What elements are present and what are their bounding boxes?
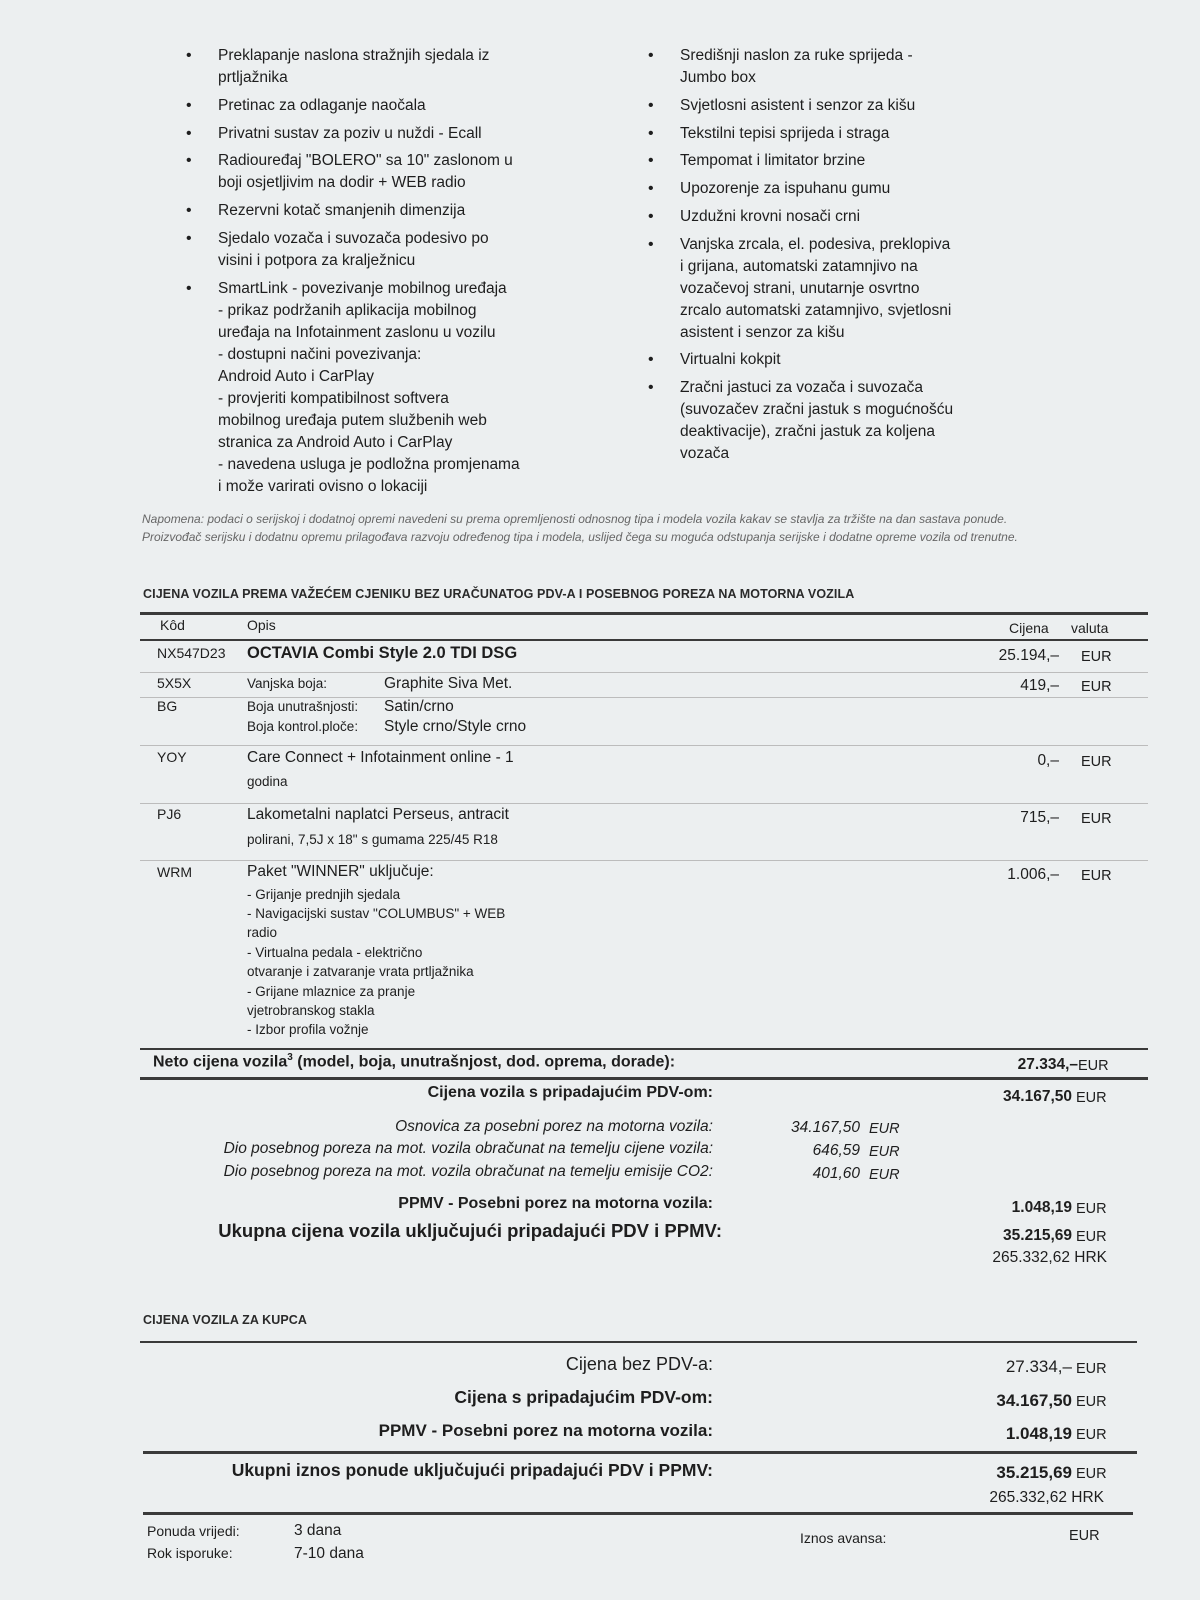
price-with-vat-currency: EUR [1076,1090,1107,1106]
feature-item-line: • Radiouređaj "BOLERO" sa 10" zaslonom u [218,152,513,169]
net-price-value: 27.334,– [1017,1056,1078,1073]
customer-with-vat-value: 34.167,50 [996,1391,1072,1410]
yoy-price: 0,– [1037,752,1059,769]
feature-item-line: • Zračni jastuci za vozača i suvozača [680,379,923,396]
feature-item [218,228,489,272]
validity-label: Ponuda vrijedi: [147,1523,240,1539]
wrm-price: 1.006,– [1007,866,1059,883]
wrm-package-item: - Grijane mlaznice za pranje [247,984,416,999]
total-price-hrk: 265.332,62 HRK [992,1249,1107,1266]
pj6-description-line-2: polirani, 7,5J x 18" s gumama 225/45 R18 [247,832,498,847]
row-divider [140,803,1148,804]
total-price-label: Ukupna cijena vozila uključujući pripadajući PDV i PPMV: [218,1220,722,1241]
feature-item-line: mobilnog uređaja putem službenih web [218,412,487,429]
tax-part-co2-value: 401,60 [812,1165,860,1182]
feature-item-line: • Preklapanje naslona stražnjih sjedala iz [218,47,490,64]
wrm-currency: EUR [1081,868,1112,884]
feature-item-line: stranica za Android Auto i CarPlay [218,434,453,451]
tax-part-price-currency: EUR [869,1144,900,1160]
feature-item-line: • Tempomat i limitator brzine [680,152,866,169]
dashboard-color-value: Style crno/Style crno [384,718,527,735]
header-description: Opis [247,617,276,633]
feature-item [680,178,890,200]
note-line-1: Napomena: podaci o serijskoj i dodatnoj opremi navedeni su prema opremljenosti odnosnog tipa i modela vozila kakav se stavlja za tržište na dan sastava ponude. [142,512,1008,526]
model-code: NX547D23 [157,645,226,661]
pj6-description-line-1: Lakometalni naplatci Perseus, antracit [247,806,509,823]
net-price-label: Neto cijena vozila$^3$ (model, boja, unutrašnjost, dod. oprema, dorade): [153,1052,676,1071]
feature-item [218,278,520,498]
header-code: Kôd [160,617,185,633]
pj6-currency: EUR [1081,811,1112,827]
customer-ppmv-label: PPMV - Posebni porez na motorna vozila: [378,1421,713,1440]
feature-item-line: • Privatni sustav za poziv u nuždi - Ecall [218,125,482,142]
pj6-price: 715,– [1020,809,1059,826]
feature-item-line: • Pretinac za odlaganje naočala [218,97,426,114]
wrm-package-item: otvaranje i zatvaranje vrata prtljažnika [247,964,474,979]
delivery-label: Rok isporuke: [147,1545,233,1561]
feature-item-line: - dostupni načini povezivanja: [218,346,422,363]
header-rule [140,639,1148,641]
header-currency: valuta [1071,620,1109,636]
header-price: Cijena [1009,620,1049,636]
note-line-2: Proizvođač serijsku i dodatnu opremu prilagođava razvoju određenog tipa i modela, uslijed čega su moguća odstupanja serijske i dodatne opreme vozila od trenutne. [142,530,1018,544]
tax-base-currency: EUR [869,1121,900,1137]
color-price: 419,– [1020,677,1059,694]
wrm-package-item: - Virtualna pedala - električno [247,945,423,960]
customer-ppmv-currency: EUR [1076,1427,1107,1443]
advance-label: Iznos avansa: [800,1530,887,1546]
customer-total-currency: EUR [1076,1466,1107,1482]
model-price: 25.194,– [998,647,1059,664]
feature-item-line: Android Auto i CarPlay [218,368,374,385]
feature-item [680,234,951,344]
feature-item-line: uređaja na Infotainment zaslonu u vozilu [218,324,496,341]
feature-item-line: • Sjedalo vozača i suvozača podesivo po [218,230,489,247]
tax-part-price-label: Dio posebnog poreza na mot. vozila obračunat na temelju cijene vozila: [223,1140,713,1157]
feature-item-line: • Upozorenje za ispuhanu gumu [680,180,891,197]
feature-item-line: • Virtualni kokpit [680,351,781,368]
price-section-title: CIJENA VOZILA PREMA VAŽEĆEM CJENIKU BEZ URAČUNATOG PDV-A I POSEBNOG POREZA NA MOTORNA VOZILA [143,587,855,601]
ppmv-label: PPMV - Posebni porez na motorna vozila: [398,1195,713,1212]
feature-item-line: • Rezervni kotač smanjenih dimenzija [218,202,466,219]
total-price-value: 35.215,69 [1003,1227,1072,1244]
wrm-package-item: - Izbor profila vožnje [247,1022,369,1037]
wrm-package-item: radio [247,925,278,940]
yoy-code: YOY [157,749,187,765]
feature-item-line: asistent i senzor za kišu [680,324,845,341]
feature-item-line: - provjeriti kompatibilnost softvera [218,390,449,407]
ppmv-currency: EUR [1076,1201,1107,1217]
customer-ppmv-value: 1.048,19 [1005,1424,1072,1443]
row-divider [140,860,1148,861]
tax-part-co2-currency: EUR [869,1167,900,1183]
tax-part-price-value: 646,59 [812,1142,860,1159]
feature-item-line: prtljažnika [218,69,288,86]
wrm-package-item: - Grijanje prednjih sjedala [247,887,401,902]
feature-item-line: vozača [680,445,730,462]
delivery-value: 7-10 dana [294,1545,364,1562]
net-top-rule [140,1048,1148,1050]
feature-item-line: • Vanjska zrcala, el. podesiva, preklopiva [680,236,951,253]
exterior-color-value: Graphite Siva Met. [384,675,513,692]
feature-item [680,206,860,228]
yoy-currency: EUR [1081,754,1112,770]
wrm-package-item: - Navigacijski sustav "COLUMBUS" + WEB [247,906,506,921]
interior-code: BG [157,698,178,714]
model-description: OCTAVIA Combi Style 2.0 TDI DSG [247,644,518,662]
feature-item-line: - prikaz podržanih aplikacija mobilnog [218,302,477,319]
yoy-description-line-2: godina [247,774,288,789]
customer-section-title: CIJENA VOZILA ZA KUPCA [143,1313,308,1327]
customer-no-vat-label: Cijena bez PDV-a: [565,1354,713,1374]
feature-item-line: visini i potpora za kralježnicu [218,252,416,269]
feature-item-line: i grijana, automatski zatamnjivo na [680,258,918,275]
feature-item [680,95,915,117]
wrm-package-item: vjetrobranskog stakla [247,1003,375,1018]
feature-item-line: • Tekstilni tepisi sprijeda i straga [680,125,890,142]
wrm-code: WRM [157,864,192,880]
price-table-top-rule [140,612,1148,615]
feature-item-line: boji osjetljivim na dodir + WEB radio [218,174,466,191]
model-currency: EUR [1081,649,1112,665]
tax-base-label: Osnovica za posebni porez na motorna vozila: [395,1118,713,1135]
customer-total-top-rule [143,1451,1137,1454]
customer-top-rule [140,1341,1137,1343]
feature-item [680,150,865,172]
feature-item [680,377,953,465]
tax-base-value: 34.167,50 [791,1119,860,1136]
pj6-code: PJ6 [157,806,182,822]
price-with-vat-value: 34.167,50 [1003,1088,1072,1105]
feature-item [680,45,913,89]
feature-item [218,45,489,89]
feature-item-line: • Središnji naslon za ruke sprijeda - [680,47,913,64]
advance-currency: EUR [1069,1528,1100,1544]
feature-item-line: deaktivacije), zračni jastuk za koljena [680,423,936,440]
customer-with-vat-label: Cijena s pripadajućim PDV-om: [454,1387,713,1407]
color-code: 5X5X [157,675,192,691]
wrm-package-title: Paket "WINNER" uključuje: [247,863,434,880]
feature-item-line: • SmartLink - povezivanje mobilnog uređaja [218,280,507,297]
tax-part-co2-label: Dio posebnog poreza na mot. vozila obračunat na temelju emisije CO2: [223,1163,713,1180]
exterior-color-label: Vanjska boja: [247,676,328,691]
interior-color-value: Satin/crno [384,698,454,715]
customer-total-hrk: 265.332,62 HRK [989,1489,1104,1506]
feature-item [218,123,482,145]
customer-no-vat-currency: EUR [1076,1361,1107,1377]
net-bottom-rule [140,1077,1148,1080]
validity-value: 3 dana [294,1522,342,1539]
color-currency: EUR [1081,679,1112,695]
customer-total-label: Ukupni iznos ponude uključujući pripadajući PDV i PPMV: [231,1460,713,1480]
customer-total-value: 35.215,69 [996,1463,1072,1482]
feature-item-line: i može varirati ovisno o lokaciji [218,478,428,495]
yoy-description-line-1: Care Connect + Infotainment online - 1 [247,749,514,766]
customer-bottom-rule [143,1512,1133,1515]
price-with-vat-label: Cijena vozila s pripadajućim PDV-om: [427,1084,713,1101]
row-divider [140,672,1148,673]
feature-item [680,349,781,371]
ppmv-value: 1.048,19 [1011,1199,1072,1216]
net-price-currency: EUR [1078,1058,1109,1074]
row-divider [140,745,1148,746]
feature-item-line: vozačevoj strani, unutarnje osvrtno [680,280,920,297]
interior-color-label: Boja unutrašnjosti: [247,699,359,714]
feature-item [680,123,889,145]
customer-with-vat-currency: EUR [1076,1394,1107,1410]
row-divider [140,697,1148,698]
feature-item [218,200,465,222]
feature-item-line: • Uzdužni krovni nosači crni [680,208,861,225]
feature-item-line: Jumbo box [680,69,756,86]
feature-item [218,150,513,194]
feature-item [218,95,426,117]
feature-item-line: zrcalo automatski zatamnjivo, svjetlosni [680,302,952,319]
customer-no-vat-value: 27.334,– [1005,1357,1072,1376]
dashboard-color-label: Boja kontrol.ploče: [247,719,359,734]
total-price-currency: EUR [1076,1229,1107,1245]
feature-item-line: (suvozačev zračni jastuk s mogućnošću [680,401,954,418]
feature-item-line: • Svjetlosni asistent i senzor za kišu [680,97,916,114]
feature-item-line: - navedena usluga je podložna promjenama [218,456,520,473]
